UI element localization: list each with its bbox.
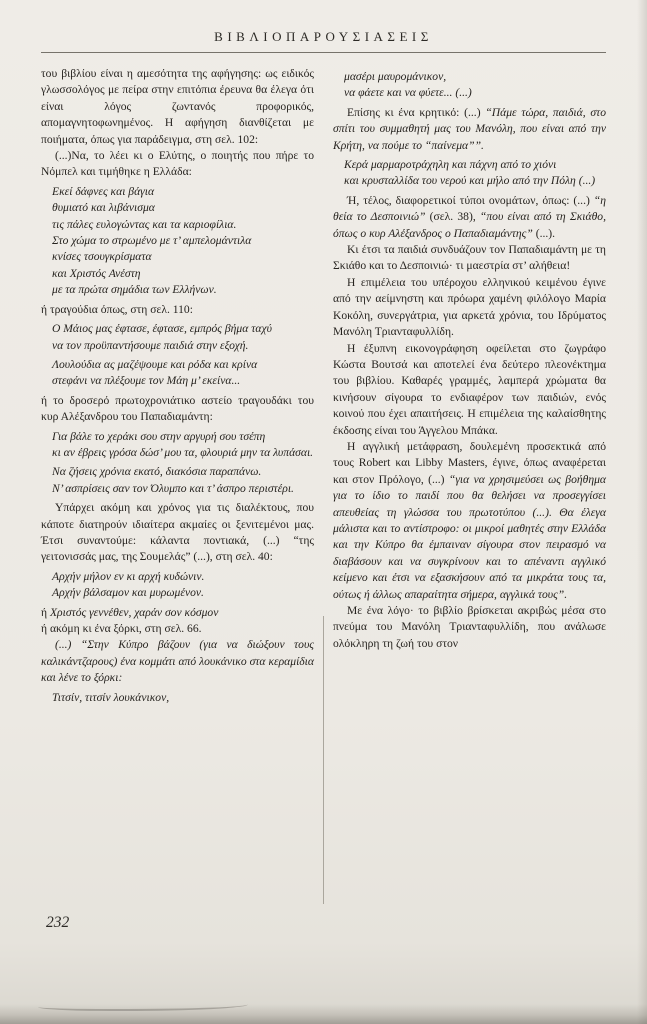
verse-line: τις πάλες ευλογώντας και τα καριοφίλια. [52,217,237,231]
verse-block [52,357,314,390]
text-column-left [41,66,314,709]
quoted-text: “η θεία το Δεσποινιώ” [333,193,606,224]
verse-line: Στο χώμα το στρωμένο με τ’ αμπελομάντιλα [52,234,252,248]
quoted-text: “που είναι από τη Σκιάθο, όπως ο κυρ Αλέξανδρος ο Παπαδιαμάντης” [333,210,606,240]
verse-line: Ν’ ασπρίσεις σαν τον Όλυμπο και τ’ άσπρο περιστέρι. [52,481,294,495]
body-text: ή [41,605,50,619]
paragraph: Η επιμέλεια του υπέροχου ελληνικού κειμένου έγινε από την αείμνηστη και πρόωρα χαμένη φιλόλογο Μαρία Κοκόλη, συνεργάτρια, για αρκετά χρόνια, του Ιδρύματος Μανόλη Τριανταφυλλίδη. [333,275,606,339]
paragraph [333,105,606,154]
verse-block [52,690,314,706]
verse-line: Τιτσίν, τιτσίν λουκάνικον, [52,690,170,704]
verse-line: κι αν έβρεις γρόσα δώσ’ μου τα, φλουριά μην τα λυπάσαι. [52,445,314,459]
verse-line: Κερά μαρμαροτράχηλη και πάχνη από το χιόνι [344,158,557,172]
text-columns [41,66,606,709]
verse-line: Ο Μάιος μας έφτασε, έφτασε, εμπρός βήμα ταχύ [52,322,272,336]
verse-line: κνίσες τσουγκρίσματα [52,250,152,264]
body-text: Ή, τέλος, διαφορετικοί τύποι ονομάτων, όπως: (...) [347,193,594,207]
verse-line: με τα πρώτα σημάδια των Ελλήνων. [52,283,217,297]
verse-block [344,157,606,190]
verse-block [52,429,314,462]
paragraph: Κι έτσι τα παιδιά συνδυάζουν τον Παπαδιαμάντη με τη Σκιάθο και το Δεσποινιώ· τι μαεστρία στ’ αλήθεια! [333,243,606,273]
body-text: Επίσης κι ένα κρητικό: (...) [347,105,486,119]
page-number: 232 [46,914,70,931]
body-text: (σελ. 38), [425,210,480,224]
paragraph: ή τραγούδια όπως, στη σελ. 110: [41,302,193,316]
paragraph: Η έξυπνη εικονογράφηση οφείλεται στο ζωγράφο Κώστα Βουτσά και αποτελεί ένα δεύτερο πλεονέκτημα του βιβλίου. Καθαρές γραμμές, λαμπερά χρώματα θα κινήσουν σίγουρα το ενδιαφέρον των παιδιών, ενός κοινού που έχει απαιτήσεις. Η επιμέλεια της καλαίσθητης έκδοσης είναι του Άγγελου Μπάκα. [333,341,606,437]
quoted-text: Χριστός γεννέθεν, χαράν σον κόσμον [49,605,219,619]
verse-line: και κρυσταλλίδα του νερού και μήλο από την Πόλη (...) [344,174,596,188]
verse-line: Για βάλε το χεράκι σου στην αργυρή σου τσέπη [52,429,266,443]
verse-line: στεφάνι να πλέξουμε τον Μάη μ’ εκείνα... [52,374,241,388]
paragraph: Υπάρχει ακόμη και χρόνος για τις διαλέκτους, που κάποτε διατηρούν ιδιαίτερα ακμαίες οι ξενιτεμένοι μας. Έτσι συναντούμε: κάλαντα ποντιακά, (...) “της γειτονισσάς μας, της Σουμελάς” (...), στη σελ. 40: [41,501,314,564]
verse-line: Αρχήν μήλον εν κι αρχή κυδώνιν. [52,569,205,583]
verse-line: Αρχήν βάλσαμον και μυρωμένον. [52,586,204,600]
verse-line: να τον προϋπαντήσουμε παιδιά στην εξοχή. [52,338,249,352]
verse-line: Να ζήσεις χρόνια εκατό, διακόσια παραπάνω. [52,465,262,479]
verse-line: Λουλούδια ας μαζέψουμε και ρόδα και κρίνα [52,357,258,371]
verse-line: θυμιατό και λιβάνισμα [52,201,155,215]
quoted-text: “για να χρησιμεύσει ως βοήθημα για το ίδιο το παιδί που θα θελήσει να προσεγγίσει απευθείας τη γλώσσα του πρωτοτύπου (...). Θα έλεγα μάλιστα και το αντίστροφο: οι μικροί μαθητές στην Ελλάδα και την Κύπρο θα έμπαιναν σίγουρα στον πειρασμό να διαβάσουν και να συγκρίνουν και το απέναντι αγγλικό κείμενο και έτσι να εξασκήσουν από τα μικράτα τους τα, ούτως ή άλλως απαραίτητα σήμερα, αγγλικά τους”. [333,472,606,601]
body-text: (...). [532,226,556,240]
paragraph: Με ένα λόγο· το βιβλίο βρίσκεται ακριβώς μέσα στο πνεύμα του Μανόλη Τριανταφυλλίδη, που ανάλωσε ολόκληρη τη ζωή του στον [333,604,606,650]
verse-line: να φάετε και να φύετε... (...) [344,86,472,100]
verse-line: και Χριστός Ανέστη [52,266,141,280]
paragraph: ή ακόμη κι ένα ξόρκι, στη σελ. 66. [41,622,202,635]
paragraph: (...)Να, το λέει κι ο Ελύτης, ο ποιητής που πήρε το Νόμπελ και τιμήθηκε η Ελλάδα: [41,149,314,179]
column-divider [323,616,324,904]
verse-block [52,569,314,602]
paragraph [41,605,314,621]
quoted-text: “Πάμε τώρα, παιδιά, στο σπίτι του συμμαθητή μας του Μανόλη, που είναι από την Κρήτη, να πούμε το “παίνεμα””. [333,105,606,152]
paragraph [333,439,606,603]
header-rule [41,52,606,53]
paragraph: ή το δροσερό πρωτοχρονιάτικο αστείο τραγουδάκι του κυρ Αλέξανδρου του Παπαδιαμάντη: [41,393,314,424]
verse-block [344,69,606,102]
scan-edge-bottom [0,1004,647,1024]
verse-block [52,184,314,299]
verse-block [52,321,314,354]
text-column-right [333,66,606,709]
scan-edge-right [637,0,647,1024]
verse-block [52,464,314,497]
body-text: Η αγγλική μετάφραση, δουλεμένη προσεκτικά από τους Robert και Libby Masters, έγινε, όπως αναφέρεται και στον Πρόλογο, (...) [333,439,606,486]
paragraph: (...) “Στην Κύπρο βάζουν (για να διώξουν τους καλικάντζαρους) ένα κομμάτι από λουκάνικο στα κεραμίδια και λένε το ξόρκι: [41,638,314,685]
verse-line: μασέρι μαυρομάνικον, [344,70,447,83]
paragraph [333,193,606,242]
page-header-title: ΒΙΒΛΙΟΠΑΡΟΥΣΙΑΣΕΙΣ [214,29,433,44]
paragraph: του βιβλίου είναι η αμεσότητα της αφήγησης: ως ειδικός γλωσσολόγος με πείρα στην επιτόπια έρευνα θα έλεγα ότι είναι λόγος ζωντανός προφορικός, απομαγνητοφωνημένος. Η αφήγηση διανθίζεται με ποιήματα, όπως για παράδειγμα, στη σελ. 102: [41,67,314,146]
verse-line: Εκεί δάφνες και βάγια [52,184,155,198]
